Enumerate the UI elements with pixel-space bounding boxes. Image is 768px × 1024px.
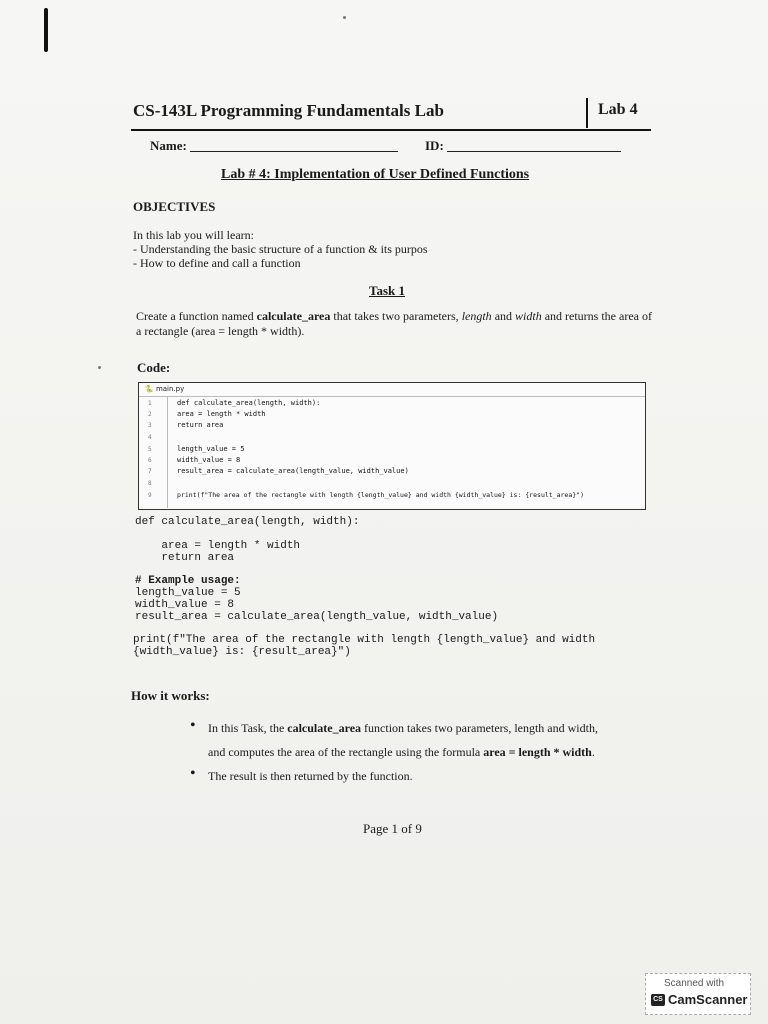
line-number: 6 bbox=[148, 457, 152, 464]
bullet-text-part: function takes two parameters, length and width, bbox=[361, 721, 598, 735]
function-name: calculate_area bbox=[287, 721, 362, 735]
editor-tab-label: main.py bbox=[155, 385, 185, 393]
scan-edge-mark bbox=[44, 8, 48, 52]
code-text-line: print(f"The area of the rectangle with length {length_value} and width bbox=[133, 634, 596, 646]
formula: area = length * width bbox=[483, 745, 592, 759]
python-file-icon: 🐍 bbox=[145, 385, 154, 393]
id-label: ID: bbox=[425, 138, 444, 153]
header-rule bbox=[131, 129, 651, 131]
code-line: length_value = 5 bbox=[177, 445, 245, 453]
badge-caption: Scanned with bbox=[664, 978, 725, 989]
task-desc-text: and returns the area of a rectangle (area = length * width). bbox=[136, 309, 652, 338]
code-text-line: return area bbox=[135, 552, 235, 564]
code-line: print(f"The area of the rectangle with length {length_value} and width {width_value} is: {result_area}") bbox=[177, 491, 584, 499]
camscanner-badge bbox=[645, 973, 751, 1015]
badge-brand: CamScanner bbox=[668, 992, 748, 1007]
code-line: result_area = calculate_area(length_value, width_value) bbox=[177, 467, 409, 475]
param-length: length bbox=[461, 309, 492, 323]
objectives-heading: OBJECTIVES bbox=[133, 199, 216, 214]
task-desc-text: that takes two parameters, bbox=[330, 309, 462, 323]
bullet-icon: • bbox=[190, 765, 196, 782]
objectives-intro bbox=[133, 228, 428, 270]
camscanner-logo-icon: CS bbox=[651, 994, 665, 1006]
function-name: calculate_area bbox=[256, 309, 331, 323]
bullet-icon: • bbox=[190, 717, 196, 734]
code-comment: # Example usage: bbox=[135, 575, 241, 587]
code-line: area = length * width bbox=[177, 410, 266, 418]
lab-title: Lab # 4: Implementation of User Defined Functions bbox=[221, 167, 530, 182]
bullet-text: The result is then returned by the function. bbox=[208, 769, 413, 783]
task-desc-text: Create a function named bbox=[136, 309, 257, 323]
objective-item: - Understanding the basic structure of a function & its purpos bbox=[133, 242, 428, 256]
task-title: Task 1 bbox=[369, 283, 406, 298]
editor-tab-border bbox=[139, 396, 645, 397]
bullet-text-part: In this Task, the bbox=[208, 721, 288, 735]
param-width: width bbox=[515, 309, 542, 323]
how-it-works-heading: How it works: bbox=[131, 688, 210, 703]
line-number: 5 bbox=[148, 446, 152, 453]
header-divider bbox=[586, 98, 588, 128]
task-desc-text: and bbox=[491, 309, 516, 323]
name-label: Name: bbox=[150, 138, 187, 153]
name-field-line bbox=[190, 151, 398, 152]
bullet-text bbox=[208, 716, 668, 764]
line-number: 7 bbox=[148, 468, 152, 475]
lab-number: Lab 4 bbox=[598, 101, 638, 118]
page-number: Page 1 of 9 bbox=[363, 821, 422, 836]
course-title: CS-143L Programming Fundamentals Lab bbox=[133, 101, 444, 120]
intro-text: In this lab you will learn: bbox=[133, 228, 254, 242]
scan-speck bbox=[98, 366, 101, 369]
code-line: width_value = 8 bbox=[177, 456, 241, 464]
code-text-line: result_area = calculate_area(length_value, width_value) bbox=[135, 611, 499, 623]
code-label: Code: bbox=[137, 360, 171, 375]
editor-tab bbox=[145, 385, 184, 393]
code-text-line: {width_value} is: {result_area}") bbox=[133, 646, 351, 658]
code-text-line: def calculate_area(length, width): bbox=[135, 516, 360, 528]
code-text-line: area = length * width bbox=[135, 540, 301, 552]
code-text-line: length_value = 5 bbox=[135, 587, 241, 599]
line-number: 4 bbox=[148, 434, 152, 441]
code-line: return area bbox=[177, 421, 224, 429]
code-text-line: width_value = 8 bbox=[135, 599, 235, 611]
code-line: def calculate_area(length, width): bbox=[177, 399, 321, 407]
line-number: 2 bbox=[148, 411, 152, 418]
code-editor-screenshot bbox=[138, 382, 646, 510]
line-number: 9 bbox=[148, 492, 152, 499]
bullet-text-part: and computes the area of the rectangle using the formula bbox=[208, 745, 484, 759]
editor-gutter bbox=[167, 397, 168, 508]
task-description bbox=[136, 309, 656, 339]
line-number: 3 bbox=[148, 422, 152, 429]
objective-item: - How to define and call a function bbox=[133, 256, 301, 270]
line-number: 8 bbox=[148, 480, 152, 487]
bullet-text-part: . bbox=[591, 745, 595, 759]
scan-speck bbox=[343, 16, 346, 19]
line-number: 1 bbox=[148, 400, 152, 407]
id-field-line bbox=[447, 151, 621, 152]
